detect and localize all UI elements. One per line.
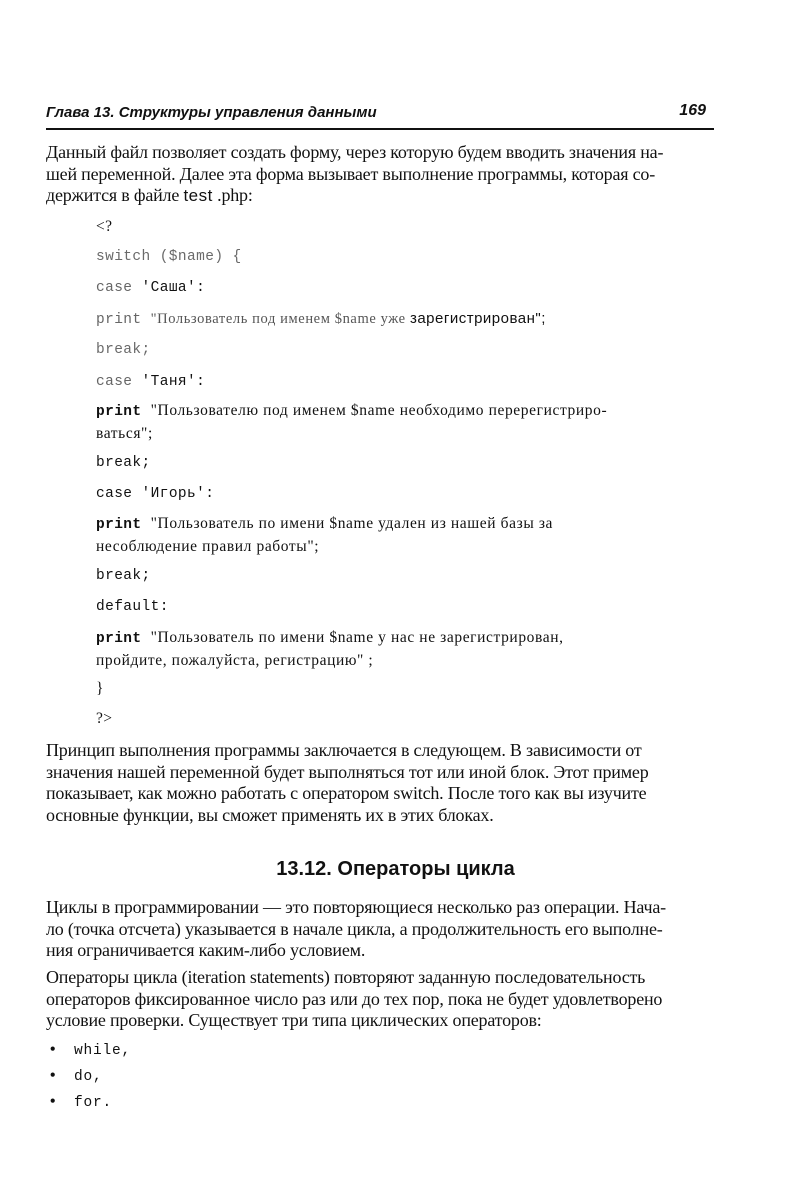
code-print-block bbox=[96, 627, 716, 672]
code-keyword: print bbox=[96, 404, 151, 420]
principle-line: основные функции, вы сможет применять их в этих блоках. bbox=[46, 804, 494, 825]
code-string: "Пользователю под именем $name необходимо перерегистриро- bbox=[150, 402, 608, 419]
code-close-tag: ?> bbox=[96, 710, 113, 727]
code-case-line bbox=[96, 370, 716, 393]
code-print-line bbox=[96, 308, 716, 331]
code-break-line: break; bbox=[96, 455, 151, 471]
code-string: "Пользователь по имени $name у нас не зарегистрирован, bbox=[150, 629, 564, 646]
code-keyword: print bbox=[96, 312, 151, 328]
operators-line: Операторы цикла (iteration statements) повторяют заданную последовательность bbox=[46, 967, 646, 987]
principle-paragraph bbox=[46, 740, 714, 826]
code-line: пройдите, пожалуйста, регистрацию" ; bbox=[96, 652, 374, 669]
code-keyword: print bbox=[96, 517, 151, 533]
code-string: "Пользователь по имени $name удален из нашей базы за bbox=[150, 515, 554, 532]
running-header bbox=[46, 102, 714, 128]
bullet-dot: • bbox=[50, 1041, 57, 1058]
cycles-line: ло (точка отсчета) указывается в начале цикла, а продолжительность его выполне- bbox=[46, 918, 663, 939]
intro-line: Данный файл позволяет создать форму, через которую будем вводить значения на- bbox=[46, 142, 664, 162]
code-value: 'Саша': bbox=[141, 280, 206, 296]
bullet-item bbox=[50, 1041, 131, 1059]
code-value: 'Таня': bbox=[141, 374, 206, 390]
code-line: несоблюдение правил работы"; bbox=[96, 538, 320, 555]
bullet-item bbox=[50, 1093, 112, 1111]
intro-line bbox=[46, 185, 714, 207]
code-keyword: case bbox=[96, 280, 142, 296]
code-print-block bbox=[96, 400, 716, 445]
code-line: ваться"; bbox=[96, 425, 153, 442]
page-number: 169 bbox=[679, 102, 706, 119]
principle-line: значения нашей переменной будет выполняться тот или иной блок. Этот пример bbox=[46, 761, 649, 782]
bullet-dot: • bbox=[50, 1067, 57, 1084]
operators-paragraph bbox=[46, 967, 714, 1032]
code-string: "Пользователь под именем $name уже bbox=[150, 311, 410, 327]
bullet-text: while, bbox=[74, 1043, 132, 1059]
code-string: зарегистрирован"; bbox=[409, 310, 546, 327]
operators-line: условие проверки. Существует три типа циклических операторов: bbox=[46, 1010, 542, 1030]
code-open-tag: <? bbox=[96, 218, 113, 235]
bullet-item bbox=[50, 1067, 103, 1085]
intro-text: держится в файле bbox=[46, 185, 184, 205]
cycles-paragraph bbox=[46, 897, 714, 962]
code-case-line bbox=[96, 276, 716, 299]
principle-line: Принцип выполнения программы заключается в следующем. В зависимости от bbox=[46, 740, 642, 760]
bullet-text: do, bbox=[74, 1069, 103, 1085]
code-line bbox=[96, 400, 716, 423]
intro-line: шей переменной. Далее эта форма вызывает выполнение программы, которая со- bbox=[46, 163, 656, 184]
code-case-line bbox=[96, 482, 716, 505]
code-value: 'Игорь': bbox=[141, 486, 215, 502]
code-print-block bbox=[96, 513, 716, 558]
section-heading: 13.12. Операторы цикла bbox=[276, 858, 515, 880]
code-switch-line: switch ($name) { bbox=[96, 249, 242, 265]
code-break-line: break; bbox=[96, 568, 151, 584]
code-line bbox=[96, 513, 716, 536]
code-keyword: case bbox=[96, 486, 142, 502]
code-break-line: break; bbox=[96, 342, 151, 358]
operators-line: операторов фиксированное число раз или до тех пор, пока не будет удовлетворено bbox=[46, 988, 663, 1009]
code-keyword: case bbox=[96, 374, 142, 390]
bullet-text: for. bbox=[74, 1095, 113, 1111]
intro-paragraph bbox=[46, 142, 714, 207]
code-line bbox=[96, 627, 716, 650]
code-default-line: default: bbox=[96, 599, 169, 615]
filename: test bbox=[183, 186, 213, 205]
principle-line: показывает, как можно работать с оператором switch. После того как вы изучите bbox=[46, 783, 647, 803]
header-rule bbox=[46, 128, 714, 130]
file-extension: .php: bbox=[212, 185, 253, 205]
code-close-brace: } bbox=[96, 680, 104, 697]
bullet-dot: • bbox=[50, 1093, 57, 1110]
cycles-line: Циклы в программировании — это повторяющиеся несколько раз операции. Нача- bbox=[46, 897, 666, 917]
cycles-line: ния ограничивается каким-либо условием. bbox=[46, 940, 366, 960]
chapter-title: Глава 13. Структуры управления данными bbox=[46, 104, 377, 121]
code-keyword: print bbox=[96, 631, 151, 647]
